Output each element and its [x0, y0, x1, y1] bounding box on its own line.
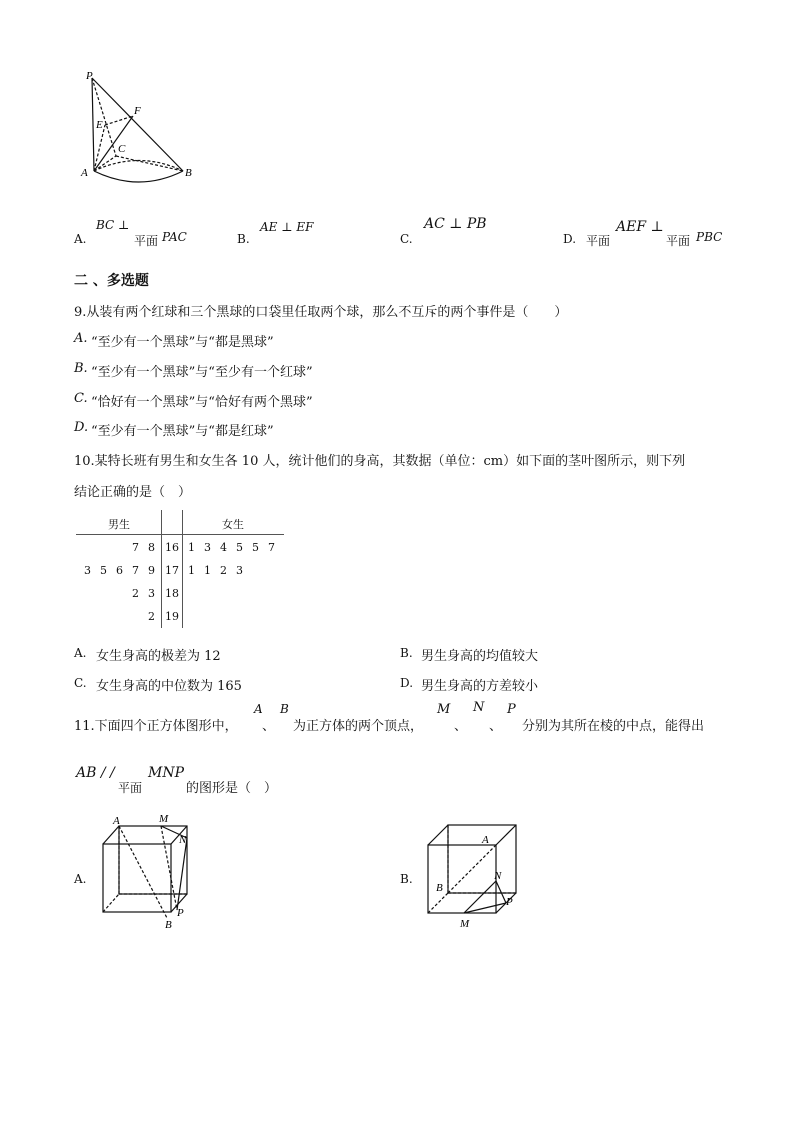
- option-letter: B.: [74, 361, 88, 376]
- cube-figure-b: [420, 815, 530, 930]
- leaf: 4: [220, 541, 227, 554]
- option-math: AC ⊥ PB: [424, 216, 487, 232]
- stem-text: 平面: [118, 781, 143, 795]
- math-expr: MNP: [148, 765, 185, 781]
- leaf: 5: [252, 541, 259, 554]
- q10-stem-line1: 10.某特长班有男生和女生各 10 人，统计他们的身高，其数据（单位：cm）如下面的茎叶图所示，则下列: [74, 454, 686, 469]
- option-letter: A.: [74, 646, 87, 660]
- stem: 19: [165, 610, 179, 623]
- leaf: 8: [148, 541, 155, 554]
- label-P: P: [86, 70, 93, 82]
- stem-text: 的图形是（ ）: [186, 781, 278, 796]
- option-letter: D.: [74, 420, 89, 435]
- stem-text: 11.下面四个正方体图形中，: [74, 719, 238, 734]
- option-letter: C.: [74, 391, 88, 406]
- label-B: B: [185, 167, 192, 179]
- option-text: “至少有一个黑球”与“都是红球”: [91, 424, 274, 439]
- table-divider: [161, 510, 162, 628]
- label-P: P: [177, 907, 184, 919]
- option-text: 女生身高的中位数为 165: [96, 679, 242, 694]
- section-title: 二 、多选题: [74, 273, 149, 289]
- leaf: 3: [84, 564, 91, 577]
- leaf: 1: [204, 564, 211, 577]
- math-var: P: [507, 702, 516, 717]
- label-B: B: [165, 919, 172, 930]
- option-letter: C.: [74, 676, 87, 690]
- label-A: A: [482, 834, 489, 846]
- stem: 16: [165, 541, 179, 554]
- leaf: 2: [220, 564, 227, 577]
- separator: 、: [489, 719, 503, 734]
- label-N: N: [179, 834, 187, 846]
- option-text: 男生身高的均值较大: [421, 649, 539, 664]
- stem: 18: [165, 587, 179, 600]
- q10-stem-line2: 结论正确的是（ ）: [74, 485, 192, 500]
- table-divider: [76, 534, 284, 535]
- option-text: 平面: [134, 234, 159, 248]
- leaf: 7: [132, 564, 139, 577]
- option-text: “至少有一个黑球”与“都是黑球”: [91, 335, 274, 350]
- leaf: 3: [204, 541, 211, 554]
- label-B: B: [436, 882, 443, 894]
- option-math: PAC: [162, 230, 187, 244]
- option-text: “至少有一个黑球”与“至少有一个红球”: [91, 365, 313, 380]
- option-math: AEF ⊥: [616, 219, 664, 235]
- option-math: PBC: [696, 230, 723, 244]
- q11-option-b[interactable]: B.: [400, 872, 413, 886]
- option-text: 平面: [586, 234, 611, 248]
- stem-text: 分别为其所在棱的中点，能得出: [522, 719, 705, 734]
- stem: 17: [165, 564, 179, 577]
- label-M: M: [460, 918, 470, 930]
- q11-option-a[interactable]: A.: [74, 872, 87, 886]
- cube-figure-a: [95, 810, 205, 930]
- option-text: 男生身高的方差较小: [421, 679, 539, 694]
- leaf: 5: [100, 564, 107, 577]
- option-math: BC ⊥: [96, 218, 130, 232]
- leaf: 7: [268, 541, 275, 554]
- leaf: 6: [116, 564, 123, 577]
- label-P: P: [506, 896, 513, 908]
- option-text: 平面: [666, 234, 691, 248]
- option-letter: D.: [400, 676, 414, 690]
- option-letter: D.: [563, 232, 577, 246]
- cone-figure: [78, 68, 208, 188]
- leaf: 1: [188, 541, 195, 554]
- table-divider: [182, 510, 183, 628]
- math-var: M: [437, 702, 451, 717]
- label-C: C: [118, 143, 126, 155]
- option-letter: B.: [237, 232, 250, 246]
- option-letter: B.: [400, 646, 413, 660]
- math-var: A: [254, 702, 263, 716]
- q9-stem: 9.从装有两个红球和三个黑球的口袋里任取两个球，那么不互斥的两个事件是（ ）: [74, 305, 568, 320]
- stem-text: 为正方体的两个顶点，: [293, 719, 424, 734]
- leaf: 2: [148, 610, 155, 623]
- label-F: F: [134, 105, 141, 117]
- option-text: “恰好有一个黑球”与“恰好有两个黑球”: [91, 395, 313, 410]
- separator: 、: [454, 719, 468, 734]
- label-N: N: [494, 870, 502, 882]
- math-expr: AB / /: [76, 765, 115, 781]
- option-letter: C.: [400, 232, 413, 246]
- leaf: 7: [132, 541, 139, 554]
- option-text: 女生身高的极差为 12: [96, 649, 221, 664]
- left-header: 男生: [108, 518, 130, 531]
- label-A: A: [81, 167, 88, 179]
- leaf: 1: [188, 564, 195, 577]
- leaf: 3: [148, 587, 155, 600]
- label-M: M: [159, 813, 169, 825]
- math-var: B: [280, 702, 289, 716]
- right-header: 女生: [222, 518, 244, 531]
- option-letter: A.: [74, 331, 88, 346]
- option-math: AE ⊥ EF: [260, 220, 314, 234]
- label-E: E: [96, 119, 103, 131]
- leaf: 2: [132, 587, 139, 600]
- option-letter: A.: [74, 232, 87, 246]
- math-var: N: [473, 700, 485, 715]
- leaf: 5: [236, 541, 243, 554]
- label-A: A: [113, 815, 120, 827]
- leaf: 9: [148, 564, 155, 577]
- separator: 、: [262, 719, 276, 734]
- leaf: 3: [236, 564, 243, 577]
